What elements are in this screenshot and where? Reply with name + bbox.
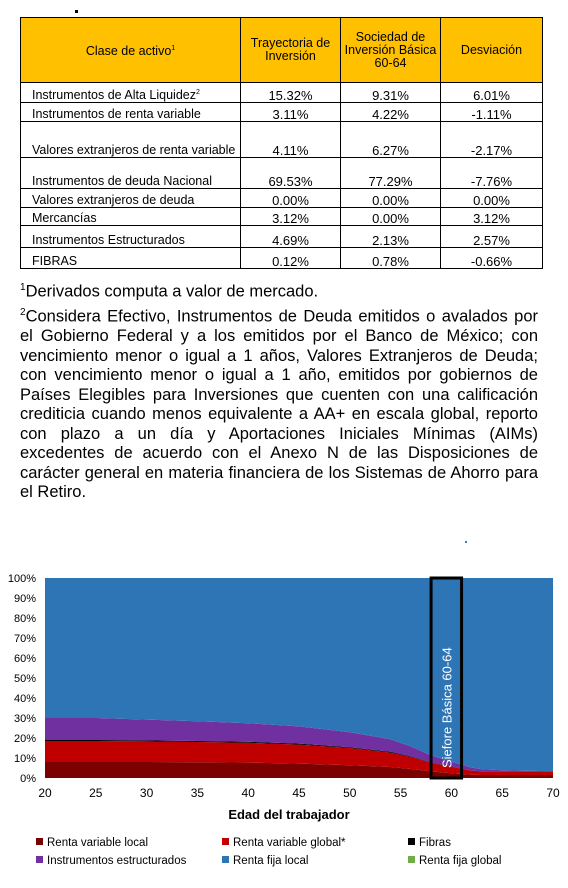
table-row [21,122,543,158]
cell-trayectoria: 0.12% [241,248,341,269]
legend-swatch [36,856,43,863]
row-label: Instrumentos Estructurados [21,226,241,248]
legend-swatch [36,838,43,845]
legend-item: Fibras [408,836,451,850]
legend-item: Instrumentos estructurados [36,854,186,868]
glide-path-chart [0,565,568,883]
cell-desviacion: 0.00% [441,189,543,208]
y-tick-label: 20% [13,733,36,745]
cell-trayectoria: 4.69% [241,226,341,248]
cell-desviacion: -2.17% [441,122,543,158]
x-tick-label: 55 [393,786,408,800]
y-tick-label: 100% [7,573,36,585]
header-clase-activo: Clase de activo$^1$ [21,18,241,83]
table-row [21,208,543,226]
x-tick-label: 45 [292,786,306,800]
asset-class-table [20,17,543,269]
x-tick-label: 50 [343,786,357,800]
cell-sociedad: 2.13% [341,226,441,248]
y-tick-label: 30% [13,713,36,725]
cell-desviacion: 2.57% [441,226,543,248]
table-header-row [21,18,543,83]
x-axis-label: Edad del trabajador [228,807,350,822]
cell-sociedad: 6.27% [341,122,441,158]
stray-dot [465,541,467,543]
cell-trayectoria: 0.00% [241,189,341,208]
legend-swatch [408,838,415,845]
row-label: Instrumentos de deuda Nacional [21,158,241,189]
cell-trayectoria: 3.11% [241,103,341,122]
cell-trayectoria: 4.11% [241,122,341,158]
x-tick-label: 35 [190,786,205,800]
header-sociedad: Sociedad de Inversión Básica 60-64 [341,18,441,83]
cell-trayectoria: 15.32% [241,83,341,103]
y-tick-label: 90% [13,593,36,605]
highlight-label: Siefore Básica 60-64 [439,647,455,768]
y-tick-label: 10% [13,753,36,765]
row-label: Valores extranjeros de deuda [21,189,241,208]
x-tick-label: 25 [89,786,103,800]
legend-item: Renta variable global* [222,836,346,850]
table-row [21,158,543,189]
legend-item: Renta fija global [408,854,501,868]
x-tick-label: 20 [38,786,52,800]
table-row [21,248,543,269]
table-row [21,103,543,122]
row-label: Instrumentos de renta variable [21,103,241,122]
x-tick-label: 70 [546,786,560,800]
cell-sociedad: 0.00% [341,189,441,208]
cell-desviacion: -1.11% [441,103,543,122]
x-tick-label: 60 [444,786,459,800]
stray-mark [75,10,78,13]
legend-swatch [408,856,415,863]
cell-sociedad: 0.00% [341,208,441,226]
table-row [21,226,543,248]
legend-swatch [222,856,229,863]
x-tick-label: 65 [495,786,509,800]
cell-trayectoria: 3.12% [241,208,341,226]
table-row [21,83,543,103]
x-tick-label: 40 [241,786,255,800]
y-tick-label: 60% [13,653,36,665]
row-label: Valores extranjeros de renta variable [21,122,241,158]
footnote-2: $^2$Considera Efectivo, Instrumentos de Deuda emitidos o avalados por el Gobierno Federal y a los emitidos por el Banco de México; con vencimiento menor o igual a 1 años, Valores Extranjeros de Deuda; con vencimiento menor o igual a 1 año, emitidos por gobiernos de Países Elegibles para Inversiones que cuenten con una calificación crediticia cuando menos equivalente a AA+ en escala global, reporto con plazo a un día y Aportaciones Iniciales Mínimas (AIMs) excedentes de acuerdo con el Anexo N de las Disposiciones de carácter general en materia financiera de los Sistemas de Ahorro para el Retiro. [20,307,538,501]
cell-sociedad: 9.31% [341,83,441,103]
row-label: Mercancías [21,208,241,226]
row-label: Instrumentos de Alta Liquidez$^2$ [21,83,241,103]
y-tick-label: 50% [13,673,36,685]
cell-desviacion: 3.12% [441,208,543,226]
y-tick-label: 0% [20,773,36,785]
cell-sociedad: 4.22% [341,103,441,122]
header-trayectoria: Trayectoria de Inversión [241,18,341,83]
cell-trayectoria: 69.53% [241,158,341,189]
row-label: FIBRAS [21,248,241,269]
y-tick-label: 70% [13,633,36,645]
cell-desviacion: -0.66% [441,248,543,269]
cell-desviacion: 6.01% [441,83,543,103]
legend-item: Renta variable local [36,836,148,850]
cell-desviacion: -7.76% [441,158,543,189]
legend-swatch [222,838,229,845]
y-tick-label: 40% [13,693,36,705]
cell-sociedad: 77.29% [341,158,441,189]
footnote-1: $^1$Derivados computa a valor de mercado. [20,282,319,301]
cell-sociedad: 0.78% [341,248,441,269]
y-tick-label: 80% [13,613,36,625]
table-row [21,189,543,208]
x-tick-label: 30 [139,786,154,800]
legend-item: Renta fija local [222,854,308,868]
header-desviacion: Desviación [441,18,543,83]
